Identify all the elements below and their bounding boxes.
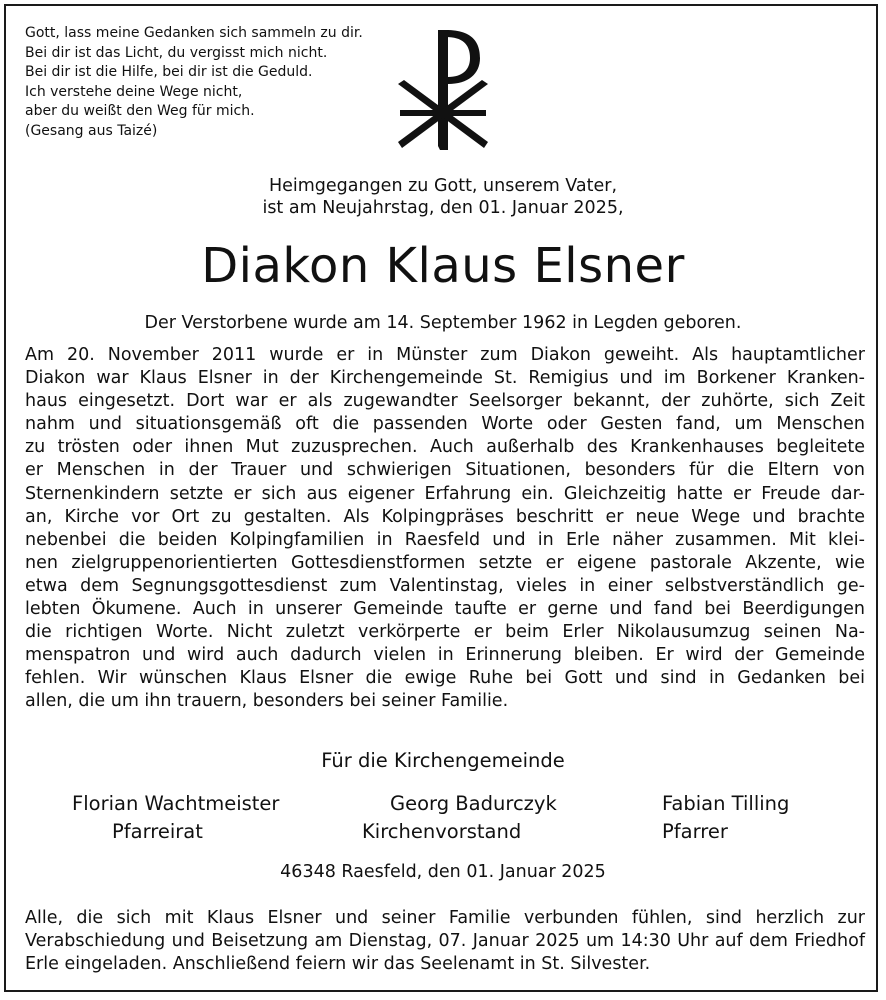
signatory-role: Pfarrer: [662, 820, 728, 843]
signature-kirchenvorstand: [362, 790, 557, 846]
biography-line: nebenbei die beiden Kolpingfamilien in Raesfeld und in Erle näher zusammen. Mit klei-: [25, 529, 865, 550]
intro-line: ist am Neujahrstag, den 01. Januar 2025,: [262, 198, 624, 218]
biography-line: nen zielgruppenorientierten Gottesdienstformen setzte er eigene pastorale Akzente, wie: [25, 552, 865, 573]
biography-line: fehlen. Wir wünschen Klaus Elsner die ewige Ruhe bei Gott und sind in Gedanken bei: [25, 668, 865, 689]
biography-line: Sternenkindern setzte er sich aus eigener Erfahrung ein. Gleichzeitig hatte er Freude dar-: [25, 483, 865, 504]
poem-line: Bei dir ist das Licht, du vergisst mich nicht.: [25, 44, 328, 61]
poem: [25, 24, 385, 141]
signatory-role: Kirchenvorstand: [362, 820, 522, 843]
poem-line: Gott, lass meine Gedanken sich sammeln zu dir.: [25, 25, 363, 41]
place-date: 46348 Raesfeld, den 01. Januar 2025: [280, 862, 606, 882]
signatures-heading: Für die Kirchengemeinde: [321, 749, 565, 772]
poem-line: aber du weißt den Weg für mich.: [25, 103, 255, 119]
funeral-info-line: Alle, die sich mit Klaus Elsner und seiner Familie verbunden fühlen, sind herzlich zur: [25, 908, 865, 928]
biography: [25, 344, 865, 714]
poem-line: Ich verstehe deine Wege nicht,: [25, 83, 243, 100]
biography-line: Diakon war Klaus Elsner in der Kirchengemeinde St. Remigius und im Borkener Kranken-: [25, 368, 865, 389]
funeral-info-line: Erle eingeladen. Anschließend feiern wir das Seelenamt in St. Silvester.: [25, 954, 651, 974]
funeral-info: [25, 907, 865, 976]
biography-line: er Menschen in der Trauer und schwierigen Situationen, besonders für die Eltern von: [25, 460, 865, 481]
biography-line: lebten Ökumene. Auch in unserer Gemeinde taufte er gerne und fand bei Beerdigungen: [25, 599, 865, 620]
biography-line: Am 20. November 2011 wurde er in Münster zum Diakon geweiht. Als hauptamtlicher: [25, 345, 865, 365]
birth-statement: Der Verstorbene wurde am 14. September 1962 in Legden geboren.: [144, 313, 742, 333]
signature-pfarrer: [662, 790, 789, 846]
signature-pfarreirat: [72, 790, 279, 846]
chi-rho-icon: [388, 22, 498, 152]
biography-line: an, Kirche vor Ort zu gestalten. Als Kolpingpräses beschritt er neue Wege und brachte: [25, 506, 865, 527]
biography-line: allen, die um ihn trauern, besonders bei seiner Familie.: [25, 691, 509, 712]
biography-line: haus eingesetzt. Dort war er als zugewandter Seelsorger bekannt, der zuhörte, sich Zeit: [25, 391, 865, 412]
signatory-name: Georg Badurczyk: [390, 792, 557, 815]
intro: [0, 175, 886, 219]
biography-line: etwa dem Segnungsgottesdienst zum Valentinstag, vieles in einer selbstverständlich ge-: [25, 575, 865, 596]
deceased-name: Diakon Klaus Elsner: [201, 238, 685, 294]
poem-line: Bei dir ist die Hilfe, bei dir ist die Geduld.: [25, 64, 313, 80]
intro-line: Heimgegangen zu Gott, unserem Vater,: [268, 176, 618, 196]
biography-line: menspatron und wird auch dadurch vielen in Erinnerung bleiben. Er wird der Gemeinde: [25, 645, 865, 666]
poem-source: (Gesang aus Taizé): [25, 122, 158, 139]
biography-line: zu trösten oder ihnen Mut zuzusprechen. Auch außerhalb des Krankenhauses begleitete: [25, 437, 865, 458]
signatory-role: Pfarreirat: [112, 820, 203, 843]
biography-line: die richtigen Worte. Nicht zuletzt verkörperte er beim Erler Nikolausumzug seinen Na-: [25, 622, 865, 643]
signatory-name: Florian Wachtmeister: [72, 792, 280, 815]
biography-line: nahm und situationsgemäß oft die passenden Worte oder Gesten fand, um Menschen: [25, 414, 865, 435]
signatory-name: Fabian Tilling: [662, 792, 790, 815]
funeral-info-line: Verabschiedung und Beisetzung am Dienstag, 07. Januar 2025 um 14:30 Uhr auf dem Friedhof: [25, 931, 865, 951]
